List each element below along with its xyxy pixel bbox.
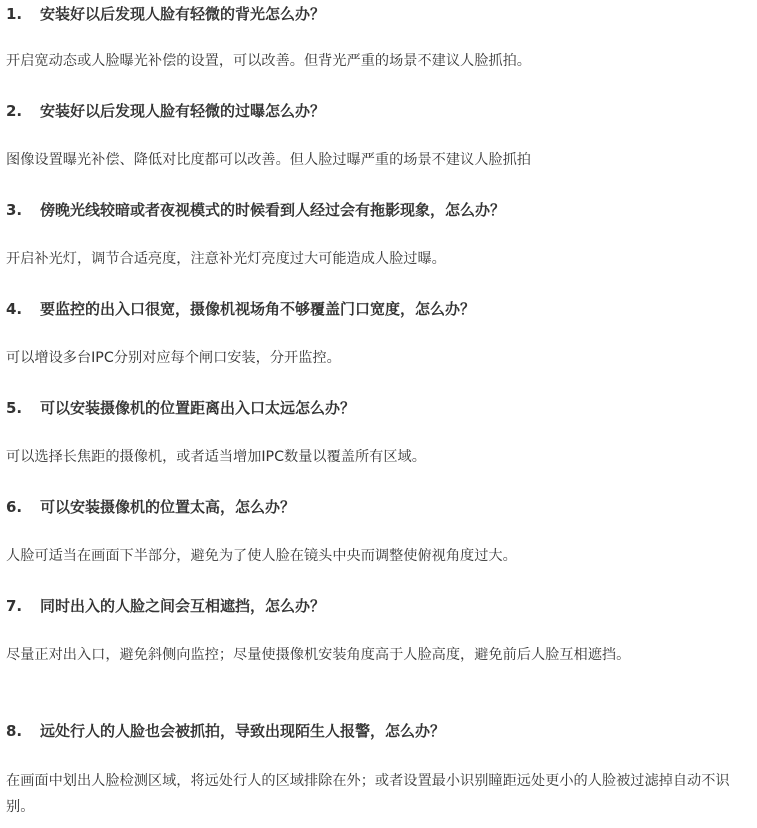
- faq-answer: 开启补光灯，调节合适亮度，注意补光灯亮度过大可能造成人脸过曝。: [6, 251, 446, 267]
- question-text: 远处行人的人脸也会被抓拍，导致出现陌生人报警，怎么办？: [40, 722, 446, 740]
- question-text: 可以安装摄像机的位置太高，怎么办？: [40, 498, 296, 516]
- question-number: 7.: [6, 597, 23, 615]
- faq-answer: 在画面中划出人脸检测区域，将远处行人的区域排除在外；或者设置最小识别瞳距远处更小的人脸被过滤掉自动不识别。: [6, 773, 730, 815]
- question-text: 要监控的出入口很宽，摄像机视场角不够覆盖门口宽度，怎么办？: [40, 300, 476, 318]
- faq-question: [6, 296, 475, 322]
- question-number: 8.: [6, 722, 23, 740]
- question-number: 3.: [6, 201, 23, 219]
- faq-answer: 可以增设多台IPC分别对应每个闸口安装，分开监控。: [6, 350, 341, 366]
- faq-answer: 开启宽动态或人脸曝光补偿的设置，可以改善。但背光严重的场景不建议人脸抓拍。: [6, 53, 531, 69]
- faq-question: [6, 395, 355, 421]
- faq-question: [6, 197, 505, 223]
- question-text: 同时出入的人脸之间会互相遮挡，怎么办？: [40, 597, 326, 615]
- faq-answer: 图像设置曝光补偿、降低对比度都可以改善。但人脸过曝严重的场景不建议人脸抓拍: [6, 152, 531, 168]
- question-text: 可以安装摄像机的位置距离出入口太远怎么办？: [40, 399, 356, 417]
- faq-answer: 人脸可适当在画面下半部分，避免为了使人脸在镜头中央而调整使俯视角度过大。: [6, 548, 517, 564]
- faq-question: [6, 718, 445, 744]
- question-number: 4.: [6, 300, 23, 318]
- question-number: 6.: [6, 498, 23, 516]
- faq-answer: 尽量正对出入口，避免斜侧向监控；尽量使摄像机安装角度高于人脸高度，避免前后人脸互相遮挡。: [6, 647, 631, 663]
- question-number: 1.: [6, 5, 23, 23]
- faq-question: [6, 98, 325, 124]
- faq-question: [6, 1, 325, 27]
- faq-question: [6, 494, 295, 520]
- question-text: 傍晚光线较暗或者夜视模式的时候看到人经过会有拖影现象，怎么办？: [40, 201, 506, 219]
- faq-answer: 可以选择长焦距的摄像机，或者适当增加IPC数量以覆盖所有区域。: [6, 449, 426, 465]
- question-text: 安装好以后发现人脸有轻微的背光怎么办？: [40, 5, 326, 23]
- faq-question: [6, 593, 325, 619]
- question-number: 5.: [6, 399, 23, 417]
- question-number: 2.: [6, 102, 23, 120]
- question-text: 安装好以后发现人脸有轻微的过曝怎么办？: [40, 102, 326, 120]
